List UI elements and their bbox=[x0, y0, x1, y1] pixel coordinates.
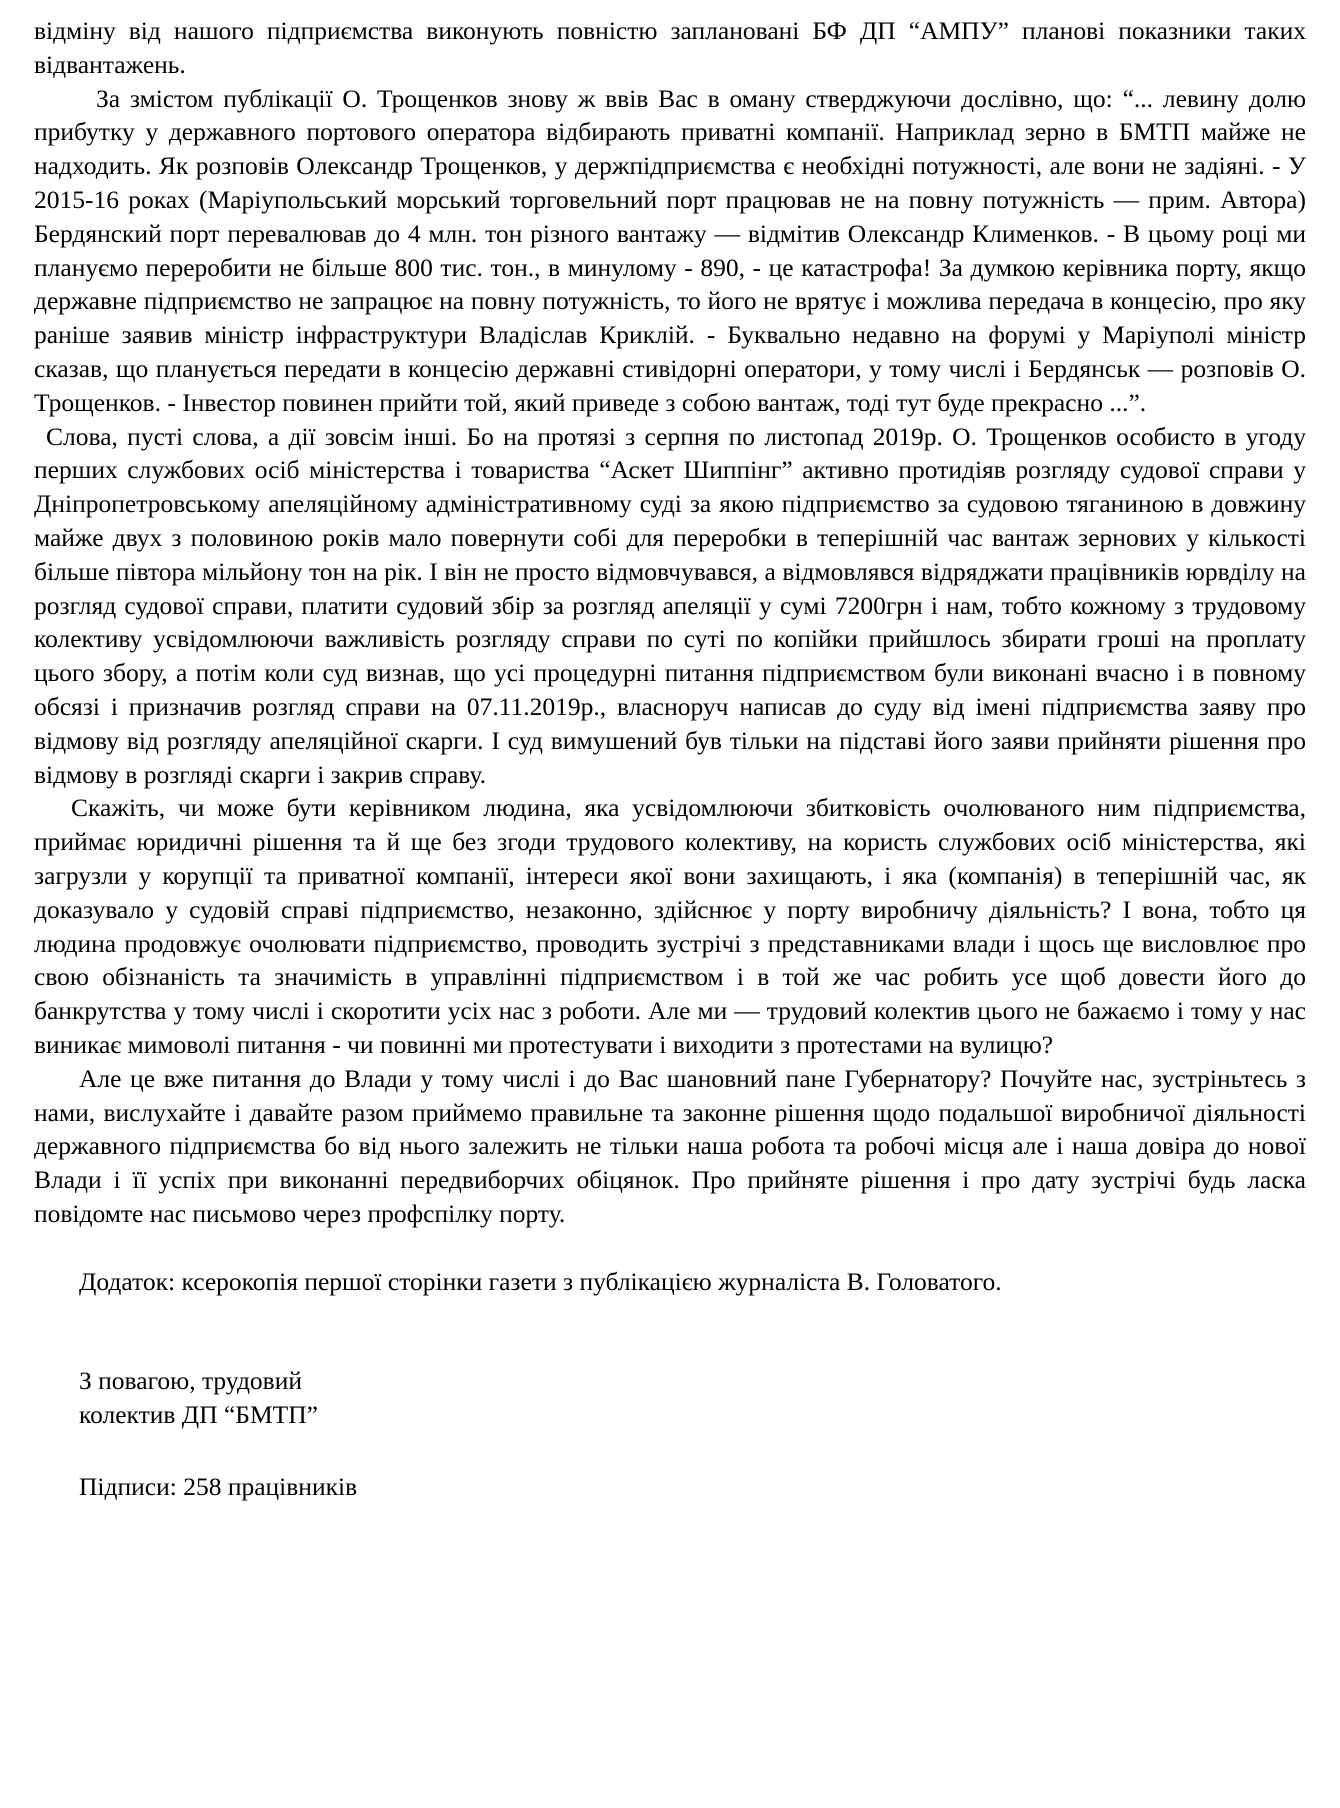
paragraph-court-case: Слова, пусті слова, а дії зовсім інші. Бо на протязі з серпня по листопад 2019р. О. Трощенков особисто в угоду перших службових осіб міністерства і товариства “Аскет Шиппінг” активно протидіяв розгляду судової справи у Дніпропетровському апеляційному адміністративному суді за якою підприємство за судовою тяганиною в довжину майже двух з половиною років мало повернути собі для переробки в теперішній час вантаж зернових у кількості більше півтора мільйону тон на рік. І він не просто відмовчувався, а відмовлявся відряджати працівників юрвділу на розгляд судової справи, платити судовий збір за розгляд апеляції у сумі 7200грн і нам, тобто кожному з трудовому колективу усвідомлюючи важливість розгляду справи по суті по копійки прийшлось збирати гроші на проплату цього збору, а потім коли суд визнав, що усі процедурні питання підприємством були виконані вчасно і в повному обсязі і призначив розгляд справи на 07.11.2019р., власноруч написав до суду від імені підприємства заяву про відмову від розгляду апеляційної скарги. І суд вимушений був тільки на підставі його заяви прийняти рішення про відмову в розгляді скарги і закрив справу. bbox=[34, 421, 1306, 789]
closing-regards bbox=[34, 1364, 1306, 1432]
closing-regards-line-2: колектив ДП “БМТП” bbox=[79, 1400, 318, 1430]
closing-regards-line-1: З повагою, трудовий bbox=[79, 1366, 303, 1396]
paragraph-publication-quote: За змістом публікації О. Трощенков знову ж ввів Вас в оману стверджуючи дослівно, що: “... левину долю прибутку у державного портового оператора відбирають приватні компанії. Наприклад зерно в БМТП майже не надходить. Як розповів Олександр Трощенков, у держпідприємства є необхідні потужності, але вони не задіяні. - У 2015-16 роках (Маріупольський морський торговельний порт працював не на повну потужність — прим. Автора) Бердянский порт перевалював до 4 млн. тон різного вантажу — відмітив Олександр Клименков. - В цьому році ми плануємо переробити не більше 800 тис. тон., в минулому - 890, - це катастрофа! За думкою керівника порту, якщо державне підприємство не запрацює на повну потужність, то його не врятує і можлива передача в концесію, про яку раніше заявив міністр інфраструктури Владіслав Криклій. - Буквально недавно на форумі у Маріуполі міністр сказав, що планується передати в концесію державні стивідорні оператори, у тому числі і Бердянськ — розповів О. Трощенков. - Інвестор повинен прийти той, який приведе з собою вантаж, тоді тут буде прекрасно ...”. bbox=[34, 83, 1306, 417]
signatures-count: Підписи: 258 працівників bbox=[79, 1472, 358, 1502]
paragraph-appeal: Але це вже питання до Влади у тому числі і до Вас шановний пане Губернатору? Почуйте нас, зустріньтесь з нами, вислухайте і давайте разом приймемо правильне та законне рішення щодо подальшої виробничої діяльності державного підприємства бо від нього залежить не тільки наша робота та робочі місця але і наша довіра до нової Влади і її успіх при виконанні передвиборчих обіцянок. Про прийняте рішення і про дату зустрічі будь ласка повідомте нас письмово через профспілку порту. bbox=[34, 1063, 1306, 1228]
paragraph-question: Скажіть, чи може бути керівником людина, яка усвідомлюючи збитковість очолюваного ним підприємства, приймає юридичні рішення та й ще без згоди трудового колективу, на користь службових осіб міністерства, які загрузли у корупції та приватної компанії, інтереси якої вони захищають, і яка (компанія) в теперішній час, як доказувало у судовій справі підприємство, незаконно, здійснює у порту виробничу діяльність? І вона, тобто ця людина продовжує очолювати підприємство, проводить зустрічі з представниками влади і щось ще висловлює про свою обізнаність та значимість в управлінні підприємством і в той же час робить усе щоб довести його до банкрутства у тому числі і скоротити усіх нас з роботи. Але ми — трудовий колектив цього не бажаємо і тому у нас виникає мимоволі питання - чи повинні ми протестувати і виходити з протестами на вулицю? bbox=[34, 793, 1306, 1059]
paragraph-continuation: відміну від нашого підприємства виконують повністю заплановані БФ ДП “АМПУ” планові показники таких відвантажень. bbox=[34, 16, 1306, 79]
attachment-note: Додаток: ксерокопія першої сторінки газети з публікацією журналіста В. Головатого. bbox=[79, 1266, 1002, 1296]
